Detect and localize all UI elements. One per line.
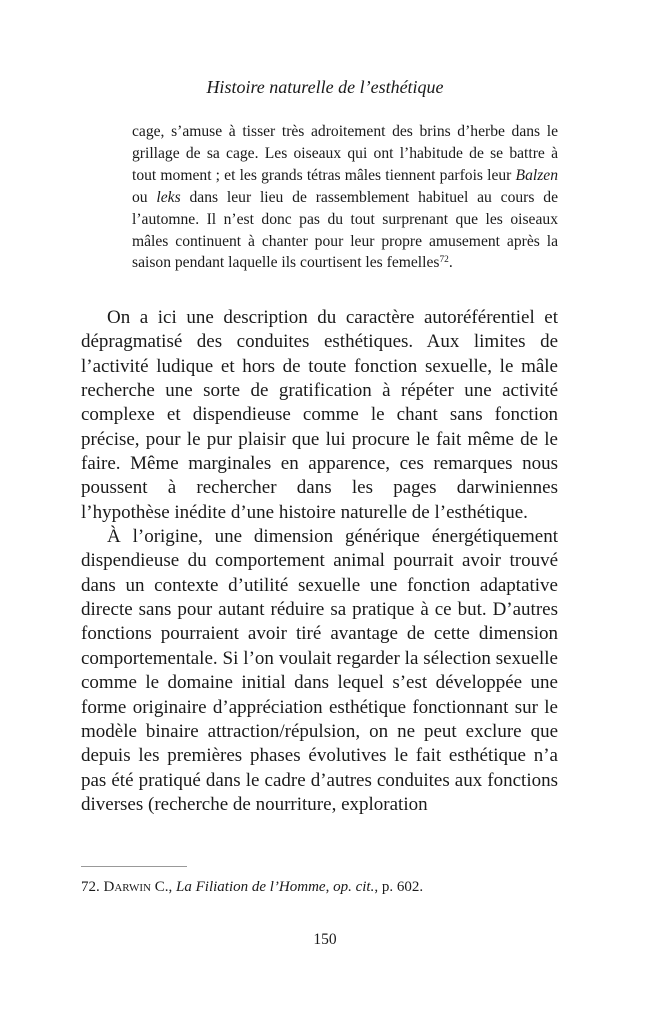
page-number: 150 <box>313 931 337 948</box>
quote-text: dans leur lieu de rassemblement habituel au cours de l’automne. Il n’est donc pas du tout surprenant que les oiseaux mâles continuent à chanter pour leur propre amusement après la saison pendant laquelle ils courtisent les femelles <box>132 188 558 272</box>
running-title: Histoire naturelle de l’esthétique <box>206 77 444 97</box>
footnote-separator <box>81 866 187 867</box>
quote-end: . <box>448 254 453 272</box>
footnote-page: , p. 602. <box>374 879 424 895</box>
footnote-initial: C., <box>151 879 177 895</box>
footnote-opcit: op. cit. <box>333 879 375 895</box>
quotation-paragraph <box>132 121 558 274</box>
body-paragraph: À l’origine, une dimension générique énergétiquement dispendieuse du comportement animal pourrait avoir trouvé dans un contexte d’utilité sexuelle une fonction adaptative directe sans pour autant réduire sa pratique à ce but. D’autres fonctions pourraient avoir tiré avantage de cette dimension comportementale. Si l’on voulait regarder la sélection sexuelle comme le domaine initial dans lequel s’est développée une forme originaire d’appréciation esthétique fonctionnant sur le modèle binaire attraction/répulsion, on ne peut exclure que depuis les premières phases évolutives le fait esthétique n’a pas été pratiqué dans le cadre d’autres conduites aux fonctions diverses (recherche de nourriture, exploration <box>81 526 558 815</box>
footnote-author: Darwin <box>103 879 151 895</box>
quote-text: ou <box>132 188 157 206</box>
footnote-number: 72. <box>81 879 100 895</box>
footnote-title: La Filiation de l’Homme <box>176 879 326 895</box>
footnote-separator-text: , <box>325 879 334 895</box>
block-quotation <box>132 121 558 274</box>
body-paragraph: On a ici une description du caractère autoréférentiel et dépragmatisé des conduites esthétiques. Aux limites de l’activité ludique et hors de toute fonction sexuelle, le mâle recherche une sorte de gratification à répéter une activité complexe et dispendieuse comme le chant sans fonction précise, pour le pur plaisir que lui procure le fait même de le faire. Même marginales en apparence, ces remarques nous poussent à rechercher dans les pages darwiniennes l’hypothèse inédite d’une histoire naturelle de l’esthétique. <box>81 307 558 523</box>
body-text <box>81 306 558 817</box>
quote-term-leks: leks <box>156 188 181 206</box>
footnote <box>81 877 561 897</box>
quote-term-balzen: Balzen <box>515 166 558 184</box>
quote-text: cage, s’amuse à tisser très adroitement des brins d’herbe dans le grillage de sa cage. Les oiseaux qui ont l’habitude de se battre à tout moment ; et les grands tétras mâles tiennent parfois leur <box>132 123 558 184</box>
note-reference[interactable]: 72 <box>439 255 449 266</box>
